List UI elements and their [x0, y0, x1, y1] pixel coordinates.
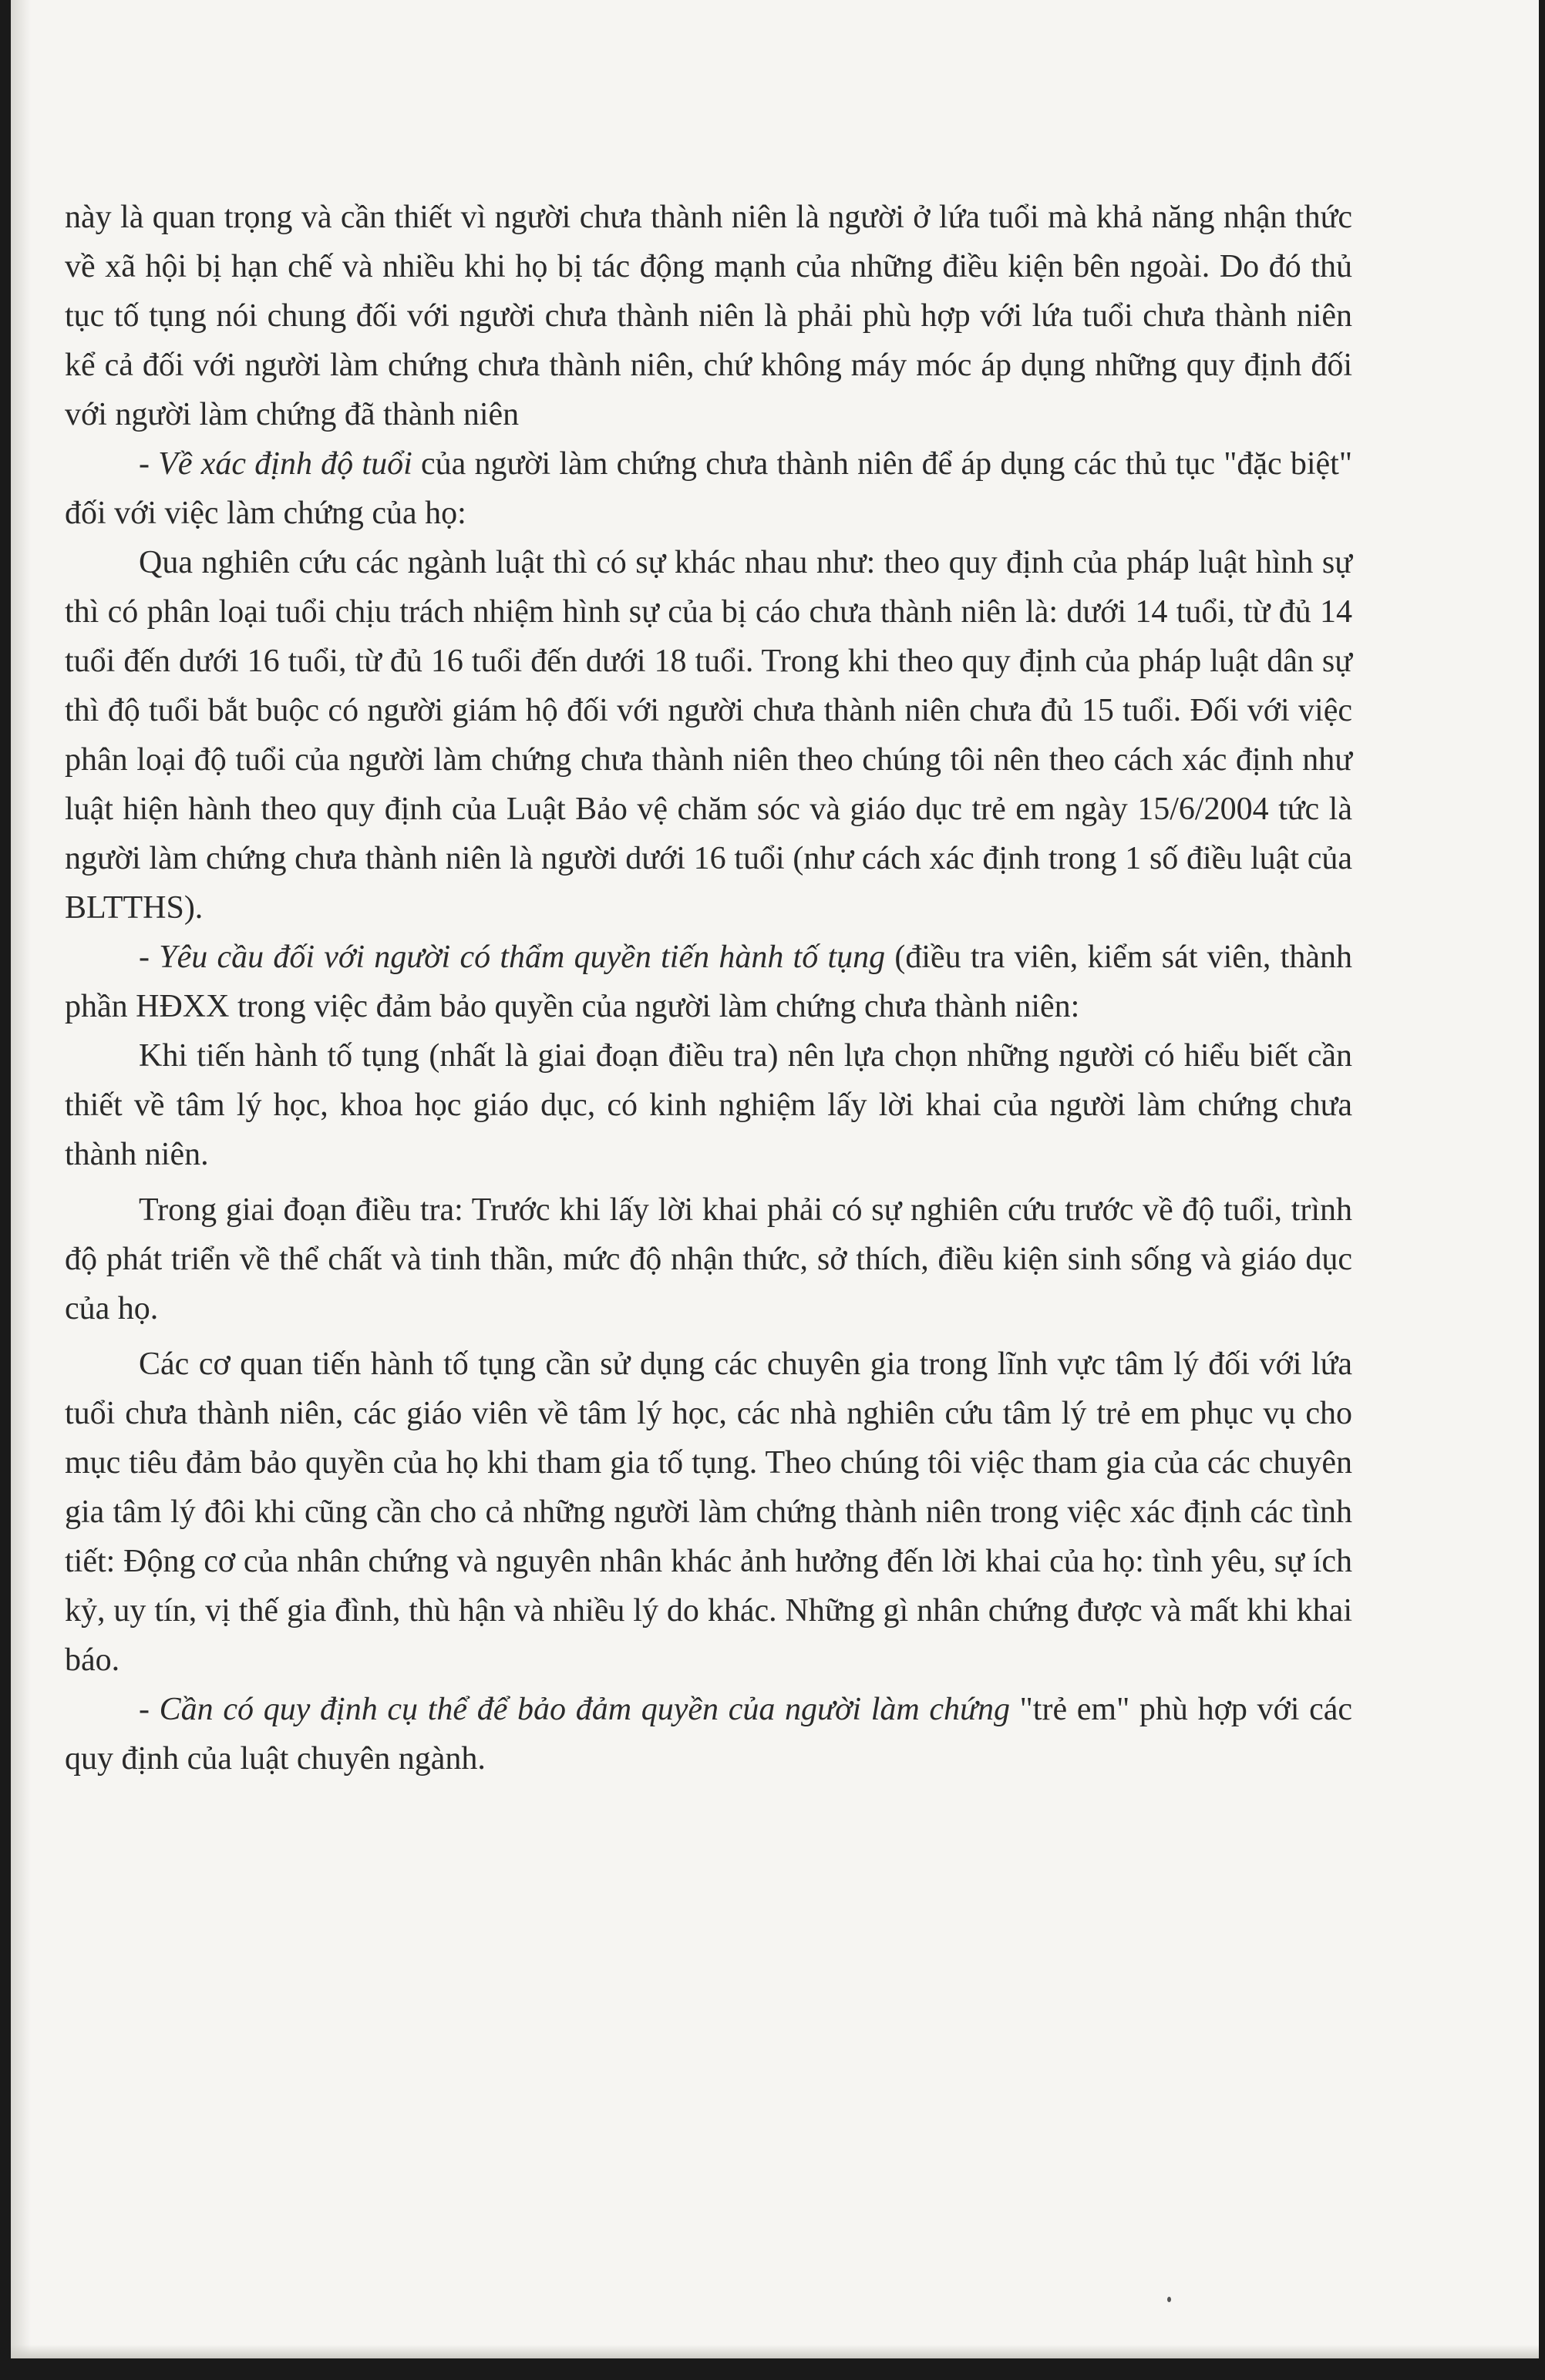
paragraph-legal-comparison [65, 538, 1352, 933]
paragraph-text: Các cơ quan tiến hành tố tụng cần sử dụng các chuyên gia trong lĩnh vực tâm lý đối với lứa tuổi chưa thành niên, các giáo viên về tâm lý học, các nhà nghiên cứu tâm lý trẻ em phục vụ cho mục tiêu đảm bảo quyền của họ khi tham gia tố tụng. Theo chúng tôi việc tham gia của các chuyên gia tâm lý đôi khi cũng cần cho cả những người làm chứng thành niên trong việc xác định các tình tiết: Động cơ của nhân chứng và nguyên nhân khác ảnh hưởng đến lời khai của họ: tình yêu, sự ích kỷ, uy tín, vị thế gia đình, thù hận và nhiều lý do khác. Những gì nhân chứng được và mất khi khai báo. [65, 1346, 1352, 1678]
paragraph-text: "trẻ em" phù hợp với các quy định của luật chuyên ngành. [65, 1692, 1352, 1777]
italic-heading: - Về xác định độ tuổi [139, 446, 412, 482]
body-text [65, 193, 1352, 1783]
paragraph-specific-regulation [65, 1685, 1352, 1783]
paragraph-continuation [65, 193, 1352, 439]
paragraph-text: (điều tra viên, kiểm sát viên, thành phần HĐXX trong việc đảm bảo quyền của người làm chứng chưa thành niên: [65, 940, 1352, 1024]
paragraph-text: Khi tiến hành tố tụng (nhất là giai đoạn điều tra) nên lựa chọn những người có hiểu biết cần thiết về tâm lý học, khoa học giáo dục, có kinh nghiệm lấy lời khai của người làm chứng chưa thành niên. [65, 1038, 1352, 1172]
paragraph-investigation [65, 1185, 1352, 1333]
paragraph-age-determination [65, 439, 1352, 538]
page-edge-shadow [11, 0, 31, 2358]
italic-heading: - Cần có quy định cụ thể để bảo đảm quyền của người làm chứng [139, 1692, 1010, 1727]
paragraph-text: Trong giai đoạn điều tra: Trước khi lấy lời khai phải có sự nghiên cứu trước về độ tuổi, trình độ phát triển về thể chất và tinh thần, mức độ nhận thức, sở thích, điều kiện sinh sống và giáo dục của họ. [65, 1192, 1352, 1326]
page-bottom-shadow [11, 2345, 1539, 2358]
paragraph-text: này là quan trọng và cần thiết vì người chưa thành niên là người ở lứa tuổi mà khả năng nhận thức về xã hội bị hạn chế và nhiều khi họ bị tác động mạnh của những điều kiện bên ngoài. Do đó thủ tục tố tụng nói chung đối với người chưa thành niên là phải phù hợp với lứa tuổi chưa thành niên kể cả đối với người làm chứng chưa thành niên, chứ không máy móc áp dụng những quy định đối với người làm chứng đã thành niên [65, 200, 1352, 432]
italic-heading: - Yêu cầu đối với người có thẩm quyền tiến hành tố tụng [139, 940, 886, 975]
paragraph-spacer [65, 1333, 1352, 1340]
paragraph-spacer [65, 1179, 1352, 1185]
paragraph-requirements [65, 933, 1352, 1031]
document-page [11, 0, 1539, 2358]
ink-speck [1167, 2297, 1171, 2302]
paragraph-text: Qua nghiên cứu các ngành luật thì có sự khác nhau như: theo quy định của pháp luật hình sự thì có phân loại tuổi chịu trách nhiệm hình sự của bị cáo chưa thành niên là: dưới 14 tuổi, từ đủ 14 tuổi đến dưới 16 tuổi, từ đủ 16 tuổi đến dưới 18 tuổi. Trong khi theo quy định của pháp luật dân sự thì độ tuổi bắt buộc có người giám hộ đối với người chưa thành niên chưa đủ 15 tuổi. Đối với việc phân loại độ tuổi của người làm chứng chưa thành niên theo chúng tôi nên theo cách xác định như luật hiện hành theo quy định của Luật Bảo vệ chăm sóc và giáo dục trẻ em ngày 15/6/2004 tức là người làm chứng chưa thành niên là người dưới 16 tuổi (như cách xác định trong 1 số điều luật của BLTTHS). [65, 545, 1352, 926]
paragraph-text: của người làm chứng chưa thành niên để áp dụng các thủ tục "đặc biệt" đối với việc làm chứng của họ: [65, 446, 1352, 531]
paragraph-experts [65, 1340, 1352, 1685]
paragraph-proceedings [65, 1031, 1352, 1179]
